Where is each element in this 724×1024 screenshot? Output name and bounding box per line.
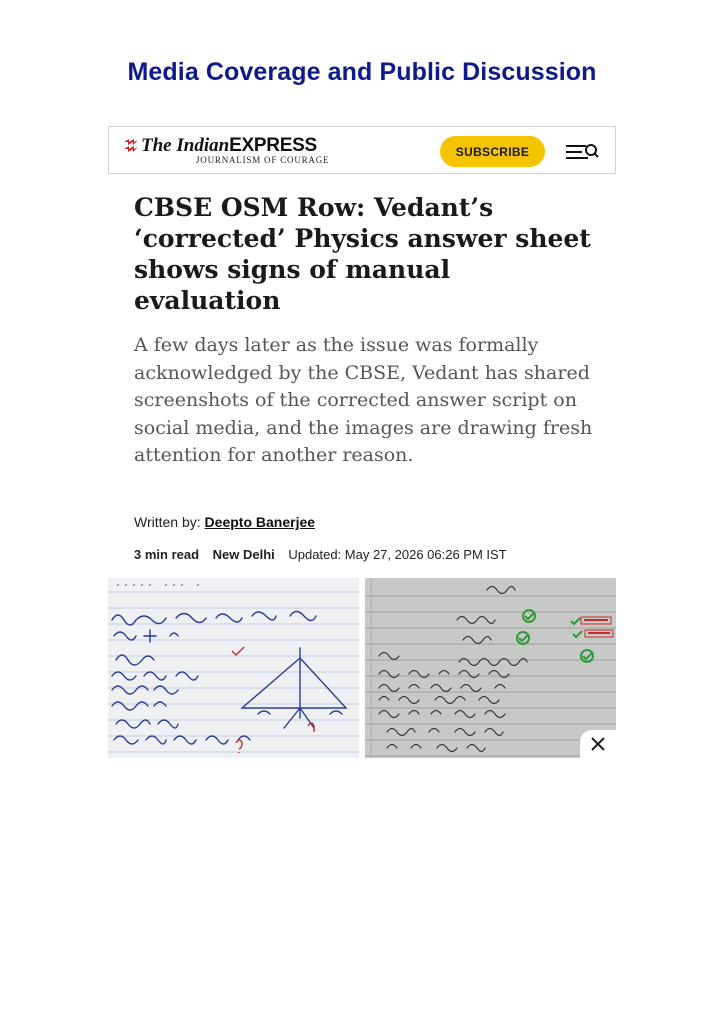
- close-icon: [589, 735, 607, 753]
- handwritten-notes-graphic: [108, 578, 359, 758]
- location: New Delhi: [212, 547, 275, 562]
- article-summary: A few days later as the issue was formally acknowledged by the CBSE, Vedant has shared screenshots of the corrected answer script on social media, and the images are drawing fresh attention for another reason.: [134, 334, 593, 467]
- article-screenshot: [108, 126, 616, 758]
- handwritten-notice-graphic: [365, 578, 616, 758]
- byline-prefix: Written by:: [134, 514, 205, 530]
- menu-search-icon[interactable]: [566, 142, 600, 160]
- article-images: [108, 578, 616, 758]
- close-button[interactable]: [580, 730, 616, 758]
- logo-title-italic: The Indian: [141, 135, 230, 156]
- answer-sheet-image-left[interactable]: [108, 578, 359, 758]
- subscribe-button[interactable]: SUBSCRIBE: [440, 136, 545, 167]
- author-link[interactable]: Deepto Banerjee: [204, 514, 316, 530]
- logo-tagline: JOURNALISM OF COURAGE: [196, 155, 330, 165]
- site-logo[interactable]: [141, 135, 317, 157]
- answer-sheet-image-right[interactable]: [365, 578, 616, 758]
- updated-timestamp: Updated: May 27, 2026 06:26 PM IST: [288, 547, 507, 562]
- site-header: [108, 126, 616, 174]
- logo-title-caps: EXPRESS: [229, 135, 317, 156]
- byline: [134, 514, 315, 530]
- page-heading: Media Coverage and Public Discussion: [127, 58, 597, 86]
- indian-express-logo-icon: [123, 138, 139, 154]
- article-headline: CBSE OSM Row: Vedant’s ‘corrected’ Physics answer sheet shows signs of manual evaluation: [134, 193, 591, 315]
- article-meta: [134, 547, 507, 562]
- read-time: 3 min read: [134, 547, 200, 562]
